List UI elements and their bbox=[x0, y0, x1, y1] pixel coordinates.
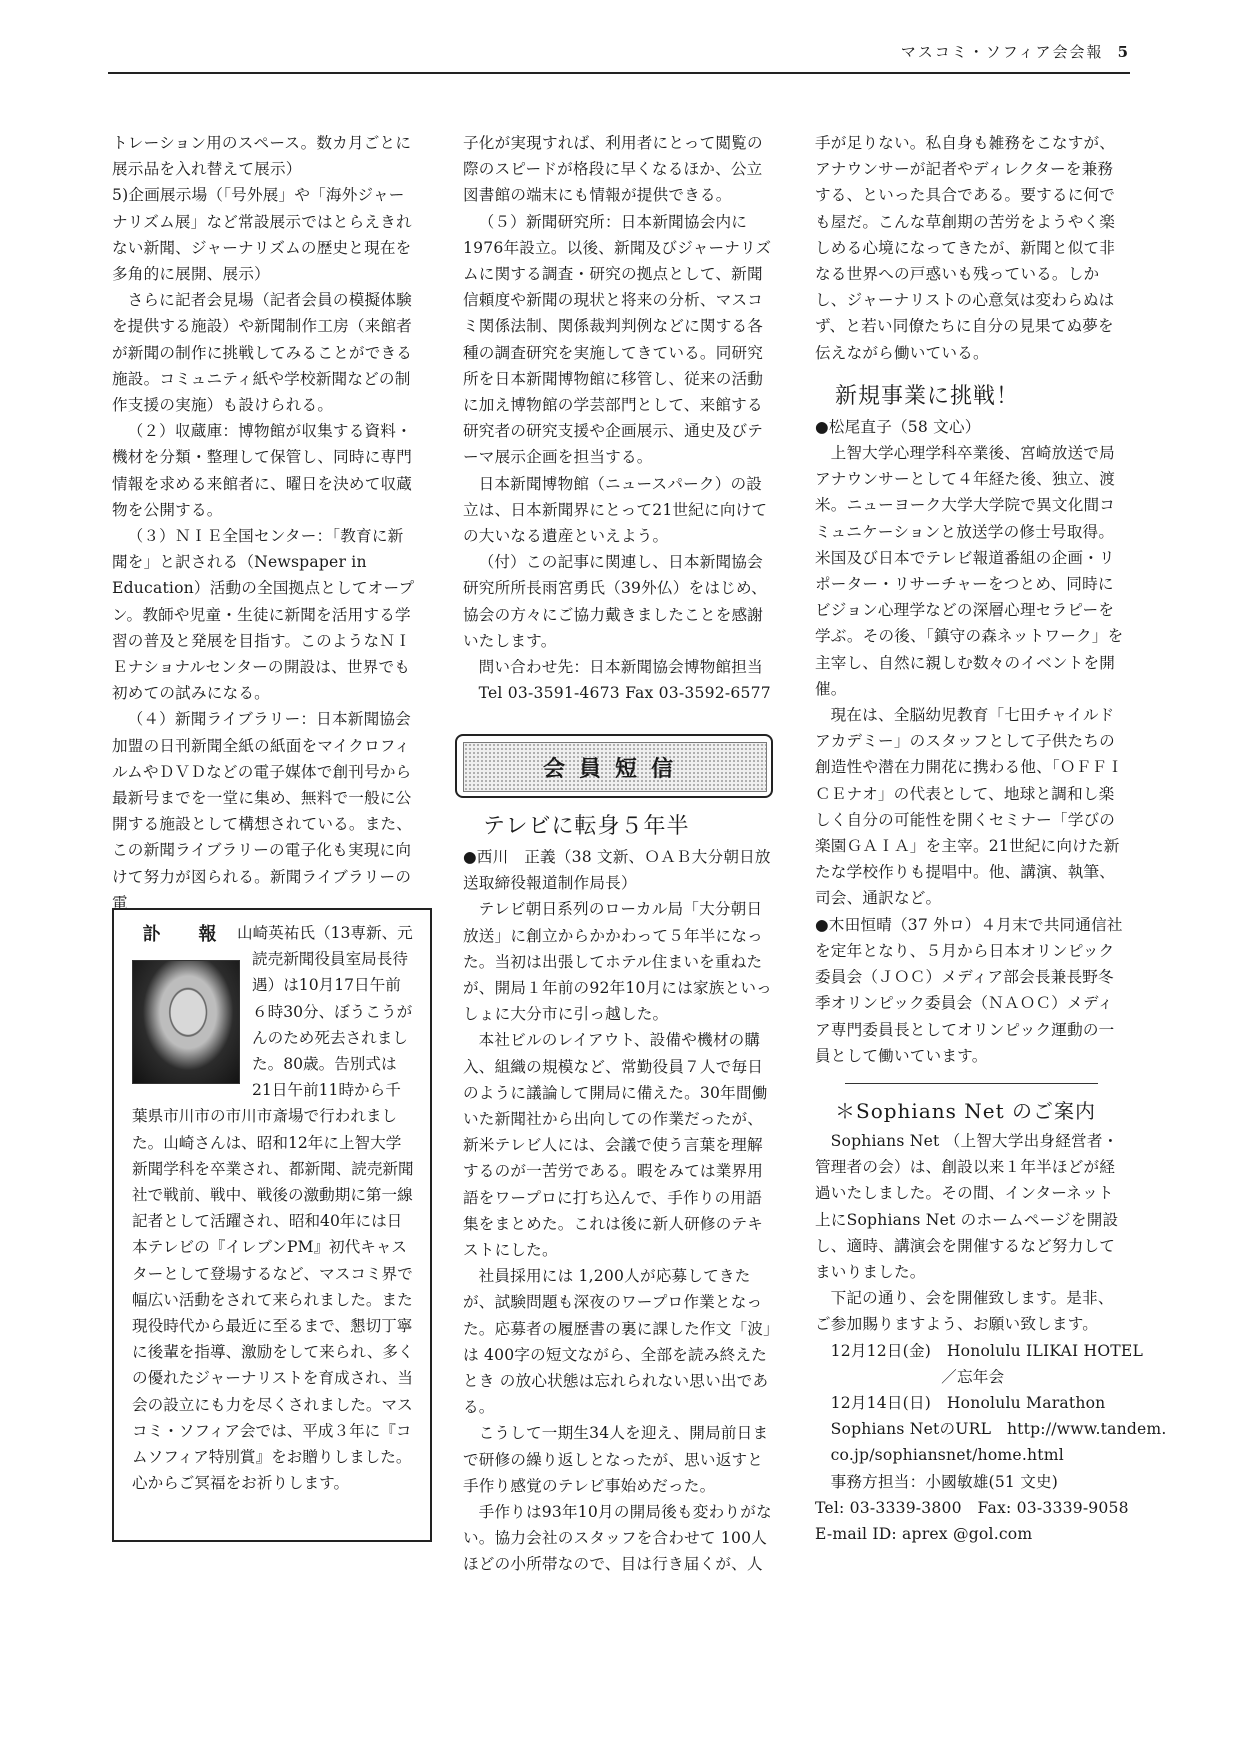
article-title: テレビに転身５年半 bbox=[483, 814, 690, 839]
paragraph: （２）収蔵庫：博物館が収集する資料・機材を分類・整理して保管し、同時に専門情報を求める来館者に、曜日を決めて収蔵物を公開する。 bbox=[112, 422, 413, 519]
contact-person: 事務方担当：小國敏雄(51 文史) bbox=[830, 1472, 1059, 1491]
article-tv bbox=[463, 810, 773, 1578]
paragraph: （４）新聞ライブラリー：日本新聞協会加盟の日刊新聞全紙の紙面をマイクロフィルムやＤＶＤなどの電子媒体で創刊号から最新号までを一堂に集め、無料で一般に公開する施設として構想されている。また、この新聞ライブラリーの電子化も実現に向けて努力が図られる。新聞ライブラリーの電 bbox=[112, 710, 413, 912]
paragraph: 現在は、全脳幼児教育「七田チャイルドアカデミー」のスタッフとして子供たちの創造性や潜在力開花に携わる他、「ＯＦＦＩＣＥナオ」の代表として、地球と調和し楽しく自分の可能性を開くセミナー「学びの楽園ＧＡＩＡ」を主宰。21世紀に向けた新たな学校作りも提唱中。他、講演、執筆、司会、通訳など。 bbox=[815, 706, 1124, 908]
contact-phone: Tel 03-3591-4673 Fax 03-3592-6577 bbox=[478, 684, 771, 703]
paragraph: （３）ＮＩＥ全国センター：「教育に新聞を」と訳される（Newspaper in Education）活動の全国拠点としてオープン。教師や児童・生徒に新聞を活用する学習の普及と発展を目指す。このようなＮＩＥナショナルセンターの開設は、世界でも初めての試みになる。 bbox=[112, 527, 415, 703]
event-line: ／忘年会 bbox=[830, 1367, 1005, 1386]
paragraph: 下記の通り、会を開催致します。是非、ご参加賜りますよう、お願い致します。 bbox=[815, 1289, 1114, 1334]
page-number: 5 bbox=[1117, 43, 1130, 61]
column-3 bbox=[815, 130, 1167, 1547]
paragraph: トレーション用のスペース。数カ月ごとに展示品を入れ替えて展示） bbox=[112, 134, 412, 179]
obituary-box bbox=[112, 908, 432, 1542]
article-author: ●松尾直子（58 文心） bbox=[815, 417, 981, 436]
contact-email: E-mail ID: aprex @gol.com bbox=[815, 1524, 1033, 1543]
paragraph: 社員採用には 1,200人が応募してきたが、試験問題も深夜のワープロ作業となった。応募者の履歴書の裏に課した作文「波」は 400字の短文ながら、全部を読み終えたとき の放心状態は忘れられない思い出である。 bbox=[463, 1267, 772, 1417]
member-note: ●木田恒晴（37 外ロ）４月末で共同通信社を定年となり、５月から日本オリンピック委員会（ＪＯＣ）メディア部会長兼長野冬季オリンピック委員会（ＮＡＯＣ）メディア専門委員長としてオリンピック運動の一員として働いています。 bbox=[815, 915, 1123, 1065]
event-line: 12月14日(日) Honolulu Marathon bbox=[830, 1393, 1106, 1412]
column-1 bbox=[112, 130, 417, 916]
paragraph: 5)企画展示場（「号外展」や「海外ジャーナリズム展」など常設展示ではとらえきれない新聞、ジャーナリズムの歴史と現在を多角的に展開、展示） bbox=[112, 186, 412, 284]
paragraph: 手が足りない。私自身も雑務をこなすが、アナウンサーが記者やディレクターを兼務する、といった具合である。要するに何でも屋だ。こんな草創期の苦労をようやく楽しめる心境になってきたが、新聞と似て非なる世界への戸惑いも残っている。しかし、ジャーナリストの心意気は変わらぬはず、と若い同僚たちに自分の見果てぬ夢を伝えながら働いている。 bbox=[815, 134, 1116, 362]
event-line: 12月12日(金) Honolulu ILIKAI HOTEL bbox=[830, 1341, 1144, 1360]
paragraph: さらに記者会見場（記者会員の模擬体験を提供する施設）や新聞制作工房（来館者が新聞の制作に挑戦してみることができる施設。コミュニティ紙や学校新聞などの制作支援の実施）も設けられる。 bbox=[112, 291, 413, 415]
paragraph: （付）この記事に関連し、日本新聞協会研究所所長雨宮勇氏（39外仏）をはじめ、協会の方々にご協力戴きましたことを感謝いたします。 bbox=[463, 553, 767, 650]
url-line: Sophians NetのURL http://www.tandem. bbox=[830, 1420, 1167, 1439]
paragraph: 本社ビルのレイアウト、設備や機材の購入、組織の規模など、常勤役員７人で毎日のように議論して開局に備えた。30年間働いた新聞社から出向しての作業だったが、新米テレビ人には、会議で使う言葉を理解するのが一苦労である。暇をみては業界用語をワープロに打ち込んで、手作りの用語集をまとめた。これは後に新人研修のテキストにした。 bbox=[463, 1031, 768, 1260]
paragraph: こうして一期生34人を迎え、開局前日まで研修の繰り返しとなったが、思い返すと手作り感覚のテレビ事始めだった。 bbox=[463, 1424, 769, 1495]
obituary-text: 山崎英祐氏（13専新、元読売新聞役員室局長待遇）は10月17日午前６時30分、ぼうこうがんのため死去されました。80歳。告別式は21日午前11時から千葉県市川市の市川市斎場で行われました。山崎さんは、昭和12年に上智大学新聞学科を卒業され、都新聞、読売新聞社で戦前、戦中、戦後の激動期に第一線記者として活躍され、昭和40年には日本テレビの『イレブンPM』初代キャスターとして登場するなど、マスコミ界で幅広い活動をされて来られました。また現役時代から最近に至るまで、懇切丁寧に後輩を指導、激励をして来られ、多くの優れたジャーナリストを育成され、当会の設立にも力を尽くされました。マスコミ・ソフィア会では、平成３年に『コムソフィア特別賞』をお贈りしました。心からご冥福をお祈りします。 bbox=[132, 924, 414, 1493]
divider bbox=[845, 1083, 1098, 1084]
paragraph: 上智大学心理学科卒業後、宮崎放送で局アナウンサーとして４年経た後、独立、渡米。ニューヨーク大学大学院で異文化間コミュニケーションと放送学の修士号取得。米国及び日本でテレビ報道番組の企画・リポーター・リサーチャーをつとめ、同時にビジョン心理学などの深層心理セラピーを学ぶ。その後、「鎮守の森ネットワーク」を主宰し、自然に親しむ数々のイベントを開催。 bbox=[815, 444, 1124, 698]
contact-line: 問い合わせ先：日本新聞協会博物館担当 bbox=[478, 658, 763, 677]
url-line: co.jp/sophiansnet/home.html bbox=[830, 1446, 1064, 1465]
section-banner bbox=[455, 734, 773, 798]
column-2 bbox=[463, 130, 773, 706]
paragraph: テレビ朝日系列のローカル局「大分朝日放送」に創立からかかわって５年半になった。当初は出張してホテル住まいを重ねたが、開局１年前の92年10月には家族といっしょに大分市に引っ越した。 bbox=[463, 900, 772, 1024]
paragraph: Sophians Net （上智大学出身経営者・管理者の会）は、創設以来１年半ほどが経過いたしました。その間、インターネット上にSophians Net のホームページを開設し、適時、講演会を開催するなど努力してまいりました。 bbox=[815, 1131, 1119, 1281]
contact-phone: Tel: 03-3339-3800 Fax: 03-3339-9058 bbox=[815, 1498, 1129, 1517]
portrait-photo bbox=[132, 960, 240, 1084]
article-title: 新規事業に挑戦！ bbox=[835, 383, 1020, 409]
paragraph: 子化が実現すれば、利用者にとって閲覧の際のスピードが格段に早くなるほか、公立図書館の端末にも情報が提供できる。 bbox=[463, 134, 763, 205]
page-header bbox=[108, 38, 1130, 74]
paragraph: 手作りは93年10月の開局後も変わりがない。協力会社のスタッフを合わせて 100人ほどの小所帯なので、目は行き届くが、人 bbox=[463, 1503, 772, 1574]
sophians-title: ＊Sophians Net のご案内 bbox=[835, 1098, 1096, 1123]
paragraph: 日本新聞博物館（ニュースパーク）の設立は、日本新聞界にとって21世紀に向けての大いなる遺産といえよう。 bbox=[463, 474, 768, 546]
obituary-title: 訃 報 bbox=[142, 924, 227, 945]
article-author: ●西川 正義（38 文新、ＯＡＢ大分朝日放送取締役報道制作局長） bbox=[463, 848, 771, 893]
paragraph: （５）新聞研究所：日本新聞協会内に1976年設立。以後、新聞及びジャーナリズムに関する調査・研究の拠点として、新聞信頼度や新聞の現状と将来の分析、マスコミ関係法制、関係裁判判例などに関する各種の調査研究を実施してきている。同研究所を日本新聞博物館に移管し、従来の活動に加え博物館の学芸部門として、来館する研究者の研究支援や企画展示、通史及びテーマ展示企画を担当する。 bbox=[463, 212, 772, 467]
section-banner-title: 会員短信 bbox=[463, 742, 767, 792]
newsletter-title: マスコミ・ソフィア会会報 bbox=[900, 43, 1104, 61]
